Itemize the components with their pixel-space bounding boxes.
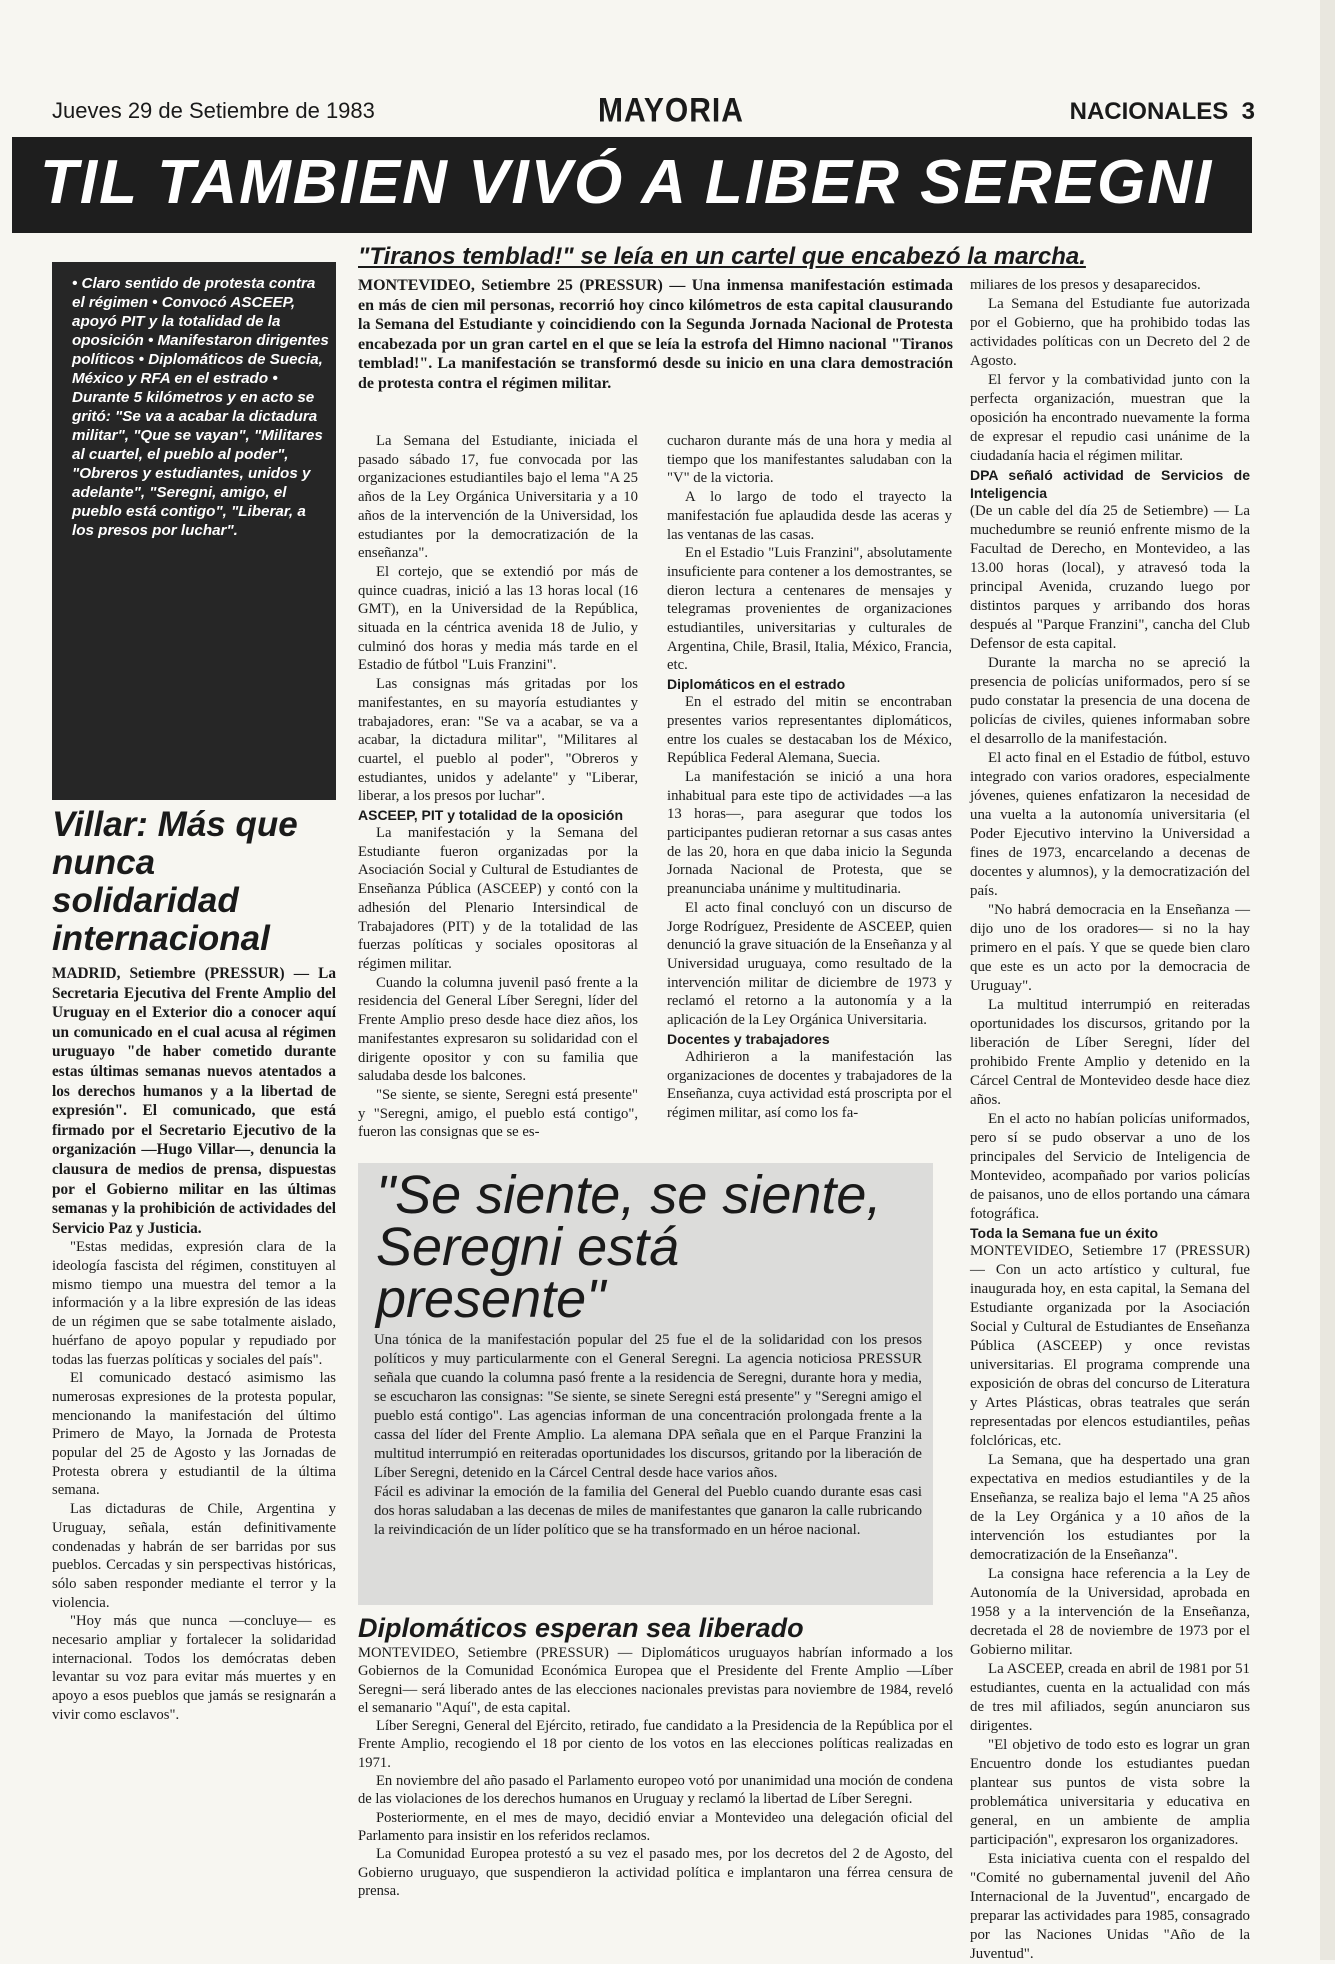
body-paragraph: "No habrá democracia en la Enseñanza —dijo uno de los oradores— si no la hay primero en el país. Y que se quede bien claro que este es un acto por la democracia de Uruguay". <box>970 902 1250 994</box>
body-paragraph: miliares de los presos y desaparecidos. <box>970 277 1201 293</box>
body-paragraph: En el estrado del mitin se encontraban presentes varios representantes diplomáticos, entre los cuales se destacaban los de México, República Federal Alemana, Suecia. <box>667 694 952 767</box>
section-name: NACIONALES <box>1069 98 1229 125</box>
body-paragraph: "El objetivo de todo esto es lograr un gran Encuentro donde los estudiantes puedan plantear sus puntos de vista sobre la problemática universitaria y educativa en general, en un ambiente de amplia participación", expresaron los organizadores. <box>970 1737 1250 1848</box>
subheading: DPA señaló actividad de Servicios de Inteligencia <box>970 467 1250 501</box>
body-paragraph: El acto final concluyó con un discurso de Jorge Rodríguez, Presidente de ASCEEP, quien denunció la grave situación de la Enseñanza y al Universidad uruguaya, como resultado de la intervención militar de diciembre de 1973 y reclamó el retorno a la autonomía y a la aplicación de la Ley Orgánica Universitaria. <box>667 899 952 1029</box>
subheading: ASCEEP, PIT y totalidad de la oposición <box>358 807 624 824</box>
villar-article <box>52 806 336 1725</box>
body-paragraph: Líber Seregni, General del Ejército, retirado, fue candidato a la Presidencia de la República por el Frente Amplio, recogiendo el 18 por ciento de los votos en las elecciones políticas realizadas en 1971. <box>358 1718 953 1771</box>
subheading: Docentes y trabajadores <box>667 1030 830 1047</box>
body-paragraph: Posteriormente, en el mes de mayo, decidió enviar a Montevideo una delegación oficial del Parlamento para insistir en los referidos reclamos. <box>358 1809 953 1844</box>
masthead-logo: MAYORIA <box>598 91 744 130</box>
body-paragraph: La multitud interrumpió en reiteradas oportunidades los discursos, gritando por la liberación de Líber Seregni, líder del prohibido Frente Amplio y detenido en la Cárcel Central de Montevideo desde hace diez años. <box>970 997 1250 1108</box>
body-paragraph: El fervor y la combatividad junto con la perfecta organización, muestran que la oposición ha encontrado nuevamente la forma de expresar el repudio casi unánime de la ciudadanía hacia el régimen militar. <box>970 372 1250 464</box>
subheading: Diplomáticos en el estrado <box>667 676 846 693</box>
page-number: 3 <box>1241 98 1255 125</box>
villar-body <box>52 964 336 1725</box>
main-lead: MONTEVIDEO, Setiembre 25 (PRESSUR) — Una inmensa manifestación estimada en más de cien mil personas, recorrió hoy cinco kilómetros de esta capital clausurando la Semana del Estudiante y coincidiendo con la Segunda Jornada Nacional de Protesta encabezada por un gran cartel en el que se leía la estrofa del Himno nacional "Tiranos temblad!". La manifestación se transformó desde su inicio en una clara demostración de protesta contra el régimen militar. <box>358 277 953 392</box>
body-paragraph: La Semana del Estudiante, iniciada el pasado sábado 17, fue convocada por las organizaciones estudiantiles bajo el lema "A 25 años de la Ley Orgánica Universitaria y a 10 años de la intervención de la Universidad, los estudiantes por la democratización de la enseñanza". <box>358 433 638 562</box>
body-paragraph: La Semana, que ha despertado una gran expectativa en medios estudiantiles y de la Enseñanza, se realiza bajo el lema "A 25 años de la Ley Orgánica y a 10 años de la intervención los estudiantes por la democratización de la Enseñanza". <box>970 1452 1250 1563</box>
body-paragraph: (De un cable del día 25 de Setiembre) — La muchedumbre se reunió enfrente mismo de la Facultad de Derecho, en Montevideo, a las 13.00 horas (local), y atravesó toda la principal Avenida, cruzando luego por distintos parques y arribando dos horas después al "Parque Franzini", cancha del Club Defensor de esta capital. <box>970 503 1250 652</box>
summary-text: • Claro sentido de protesta contra el régimen • Convocó ASCEEP, apoyó PIT y la totalidad de la oposición • Manifestaron dirigentes políticos • Diplomáticos de Suecia, México y RFA en el estrado • Durante 5 kilómetros y en acto se gritó: "Se va a acabar la dictadura militar", "Que se vayan", "Militares al cuartel, el pueblo al poder", "Obreros y estudiantes, unidos y adelante", "Seregni, amigo, el pueblo está contigo", "Liberar, a los presos por luchar". <box>72 275 329 539</box>
diplomaticos-article <box>358 1612 953 1900</box>
body-paragraph: La consigna hace referencia a la Ley de Autonomía de la Universidad, aprobada en 1958 y a la intervención de la Enseñanza, decretada el 28 de noviembre de 1973 por el Gobierno militar. <box>970 1566 1250 1658</box>
villar-paragraph: "Estas medidas, expresión clara de la ideología fascista del régimen, constituyen al mismo tiempo una muestra del temor a la información y a la libre expresión de las ideas de un régimen que se sabe totalmente aislado, huérfano de apoyo popular y repudiado por todas las fuerzas políticas y sociales del país". <box>52 1239 336 1368</box>
villar-paragraph: El comunicado destacó asimismo las numerosas expresiones de la protesta popular, mencionando la manifestación del último Primero de Mayo, la Jornada de Protesta popular del 25 de Agosto y las Jornadas de Protesta obrera y estudiantil de la última semana. <box>52 1370 336 1499</box>
diplomaticos-body <box>358 1644 953 1900</box>
body-paragraph: A lo largo de todo el trayecto la manifestación fue aplaudida desde las aceras y las ventanas de las casas. <box>667 489 952 543</box>
summary-box <box>52 262 336 800</box>
villar-headline: Villar: Más que nunca solidaridad internacional <box>52 805 298 958</box>
body-paragraph: El cortejo, que se extendió por más de quince cuadras, inició a las 13 horas local (16 GMT), en la Universidad de la República, situada en la céntrica avenida 18 de Julio, y culminó dos horas y media más tarde en el Estadio de fútbol "Luis Franzini". <box>358 563 638 674</box>
issue-date: Jueves 29 de Setiembre de 1983 <box>52 98 375 123</box>
body-paragraph: La manifestación y la Semana del Estudiante fueron organizadas por la Asociación Social y Cultural de Estudiantes de Enseñanza Pública (ASCEEP) y contó con la adhesión del Plenario Intersindical de Trabajadores (PIT) y de la totalidad de las fuerzas políticas y sociales opositoras al régimen militar. <box>358 825 638 972</box>
body-paragraph: cucharon durante más de una hora y media al tiempo que los manifestantes saludaban con la "V" de la victoria. <box>667 433 952 487</box>
section-heading <box>1070 98 1255 126</box>
body-paragraph: Una tónica de la manifestación popular del 25 fue el de la solidaridad con los presos políticos y muy particularmente con el General Seregni. La agencia noticiosa PRESSUR señala que cuando la columna pasó frente a la residencia de Seregni, durante hora y media, se escucharon las consignas: "Se siente, se sinete Seregni está presente" y "Seregni amigo el pueblo está contigo". Las agencias informan de una concentración prolongada frente a la cassa del líder del Frente Amplio. La alemana DPA señala que en el Parque Franzini la multitud interrumpió en reiteradas oportunidades los discursos, gritando por la liberación de Líber Seregni, detenido en la Cárcel Central desde hace varios años. <box>374 1332 922 1481</box>
seregni-headline-text: "Se siente, se siente, Seregni está presente" <box>376 1165 882 1329</box>
body-paragraph: En el Estadio "Luis Franzini", absolutamente insuficiente para contener a los demostrantes, se dieron lectura a centenares de mensajes y telegramas provenientes de organizaciones estudiantiles, universitarias y culturales de Argentina, Chile, Brasil, Italia, México, Francia, etc. <box>667 545 952 674</box>
body-paragraph: Las consignas más gritadas por los manifestantes, en su mayoría estudiantes y trabajadores, eran: "Se va a acabar, se va a acabar, la dictadura militar", "Militares al cuartel, el pueblo al poder", "Obreros y estudiantes, unidos y adelante" y "Liberar, liberar, a los presos por luchar". <box>358 676 638 805</box>
villar-paragraph: Las dictaduras de Chile, Argentina y Uruguay, señala, están definitivamente condenadas y habrán de ser barridas por sus pueblos. Cercadas y sin perspectivas históricas, sólo saben responder mediante el terror y la violencia. <box>52 1501 336 1611</box>
page-edge <box>1320 0 1335 1960</box>
seregni-body <box>374 1331 922 1540</box>
diplomaticos-headline: Diplomáticos esperan sea liberado <box>358 1613 804 1643</box>
body-paragraph: Fácil es adivinar la emoción de la familia del General del Pueblo cuando durante esas casi dos horas saludaban a las decenas de miles de manifestantes que ganaron la calle rubricando la reivindicación de un líder político que se ha transformado en un héroe nacional. <box>374 1484 922 1538</box>
main-column-1 <box>358 432 638 1142</box>
body-paragraph: El acto final en el Estadio de fútbol, estuvo integrado con varios oradores, especialmente jóvenes, quienes enfatizaron la necesidad de una vuelta a la autonomía universitaria (el Poder Ejecutivo intervino la Universidad a fines de 1973, encarcelando a decenas de docentes y alumnos), y la democratización del país. <box>970 750 1250 899</box>
body-paragraph: Esta iniciativa cuenta con el respaldo del "Comité no gubernamental juvenil del Año Internacional de la Juventud", encargado de preparar las actividades para 1985, consagrado por las Naciones Unidas "Año de la Juventud". <box>970 1851 1250 1962</box>
body-paragraph: Adhirieron a la manifestación las organizaciones de docentes y trabajadores de la Enseñanza, cuya actividad está proscripta por el régimen militar, así como los fa- <box>667 1048 952 1121</box>
body-paragraph: La ASCEEP, creada en abril de 1981 por 51 estudiantes, cuenta en la actualidad con más de tres mil afiliados, según anunciaron sus dirigentes. <box>970 1661 1250 1734</box>
body-paragraph: La Semana del Estudiante fue autorizada por el Gobierno, que ha prohibido todas las actividades políticas con un Decreto del 2 de Agosto. <box>970 296 1250 369</box>
body-paragraph: La manifestación se inició a una hora inhabitual para este tipo de actividades —a las 13 horas—, para asegurar que todos los participantes pudieran retornar a sus casas antes de las 20, hora en que daba inicio la Segunda Jornada Nacional de Protesta, que se preanunciaba unánime y multitudinaria. <box>667 768 952 898</box>
body-paragraph: La Comunidad Europea protestó a su vez el pasado mes, por los decretos del 2 de Agosto, del Gobierno uruguayo, que suspendieron la actividad política e implantaron una férrea censura de prensa. <box>358 1846 953 1899</box>
seregni-box <box>358 1163 933 1605</box>
body-paragraph: En el acto no habían policías uniformados, pero sí se pudo observar a uno de los principales del Servicio de Inteligencia de Montevideo, acompañado por varios policías de paisanos, uno de ellos portando una cámara fotográfica. <box>970 1111 1250 1222</box>
body-paragraph: MONTEVIDEO, Setiembre 17 (PRESSUR) — Con un acto artístico y cultural, fue inaugurada hoy, en esta capital, la Semana del Estudiante organizada por la Asociación Social y Cultural de Estudiantes de Enseñanza Pública (ASCEEP) y once revistas universitarias. El programa comprende una exposición de obras del concurso de Literatura y Artes Plásticas, obras teatrales que serán representadas por elencos estudiantiles, peñas folclóricas, etc. <box>970 1243 1250 1449</box>
main-kicker: "Tiranos temblad!" se leía en un cartel que encabezó la marcha. <box>358 243 1086 270</box>
banner-headline <box>12 137 1252 233</box>
body-paragraph: MONTEVIDEO, Setiembre (PRESSUR) — Diplomáticos uruguayos habrían informado a los Gobiernos de la Comunidad Económica Europea que el Presidente del Frente Amplio —Líber Seregni— será liberado antes de las elecciones nacionales previstas para noviembre de 1984, reveló el semanario "Aquí", de esta capital. <box>358 1645 953 1716</box>
main-lead-block <box>358 276 953 393</box>
body-paragraph: Durante la marcha no se apreció la presencia de policías uniformados, pero sí se pudo constatar la presencia de una docena de policías de civiles, quienes informaban sobre el desarrollo de la manifestación. <box>970 655 1250 747</box>
main-column-2 <box>667 432 952 1123</box>
body-paragraph: Cuando la columna juvenil pasó frente a la residencia del General Líber Seregni, líder del Frente Amplio preso desde hace diez años, los manifestantes expresaron su solidaridad con el dirigente opositor y con su familia que saludaba desde los balcones. <box>358 974 638 1085</box>
body-paragraph: "Se siente, se siente, Seregni está presente" y "Seregni, amigo, el pueblo está contigo", fueron las consignas que se es- <box>358 1086 638 1141</box>
right-column <box>970 276 1250 1964</box>
villar-paragraph: "Hoy más que nunca —concluye— es necesario ampliar y fortalecer la solidaridad internacional. Todos los demócratas deben levantar su voz para evitar más muertes y en apoyo a esos pueblos que jamás se resignarán a vivir como esclavos". <box>52 1613 336 1723</box>
seregni-headline <box>376 1165 916 1329</box>
banner-title: TIL TAMBIEN VIVÓ A LIBER SEREGNI <box>40 148 1214 217</box>
subheading: Toda la Semana fue un éxito <box>970 1225 1159 1241</box>
villar-lead: MADRID, Setiembre (PRESSUR) — La Secretaria Ejecutiva del Frente Amplio del Uruguay en el Exterior dio a conocer aquí un comunicado en el cual acusa al régimen uruguayo "de haber cometido durante estas últimas semanas nuevos atentados a los derechos humanos y a la libertad de expresión". El comunicado, que está firmado por el Secretario Ejecutivo de la organización —Hugo Villar—, denuncia la clausura de medios de prensa, dispuestas por el Gobierno militar en las últimas semanas y la prohibición de actividades del Servicio Paz y Justicia. <box>52 965 336 1237</box>
body-paragraph: En noviembre del año pasado el Parlamento europeo votó por unanimidad una moción de condena de las violaciones de los derechos humanos en Uruguay y reclamó la libertad de Líber Seregni. <box>358 1773 953 1808</box>
